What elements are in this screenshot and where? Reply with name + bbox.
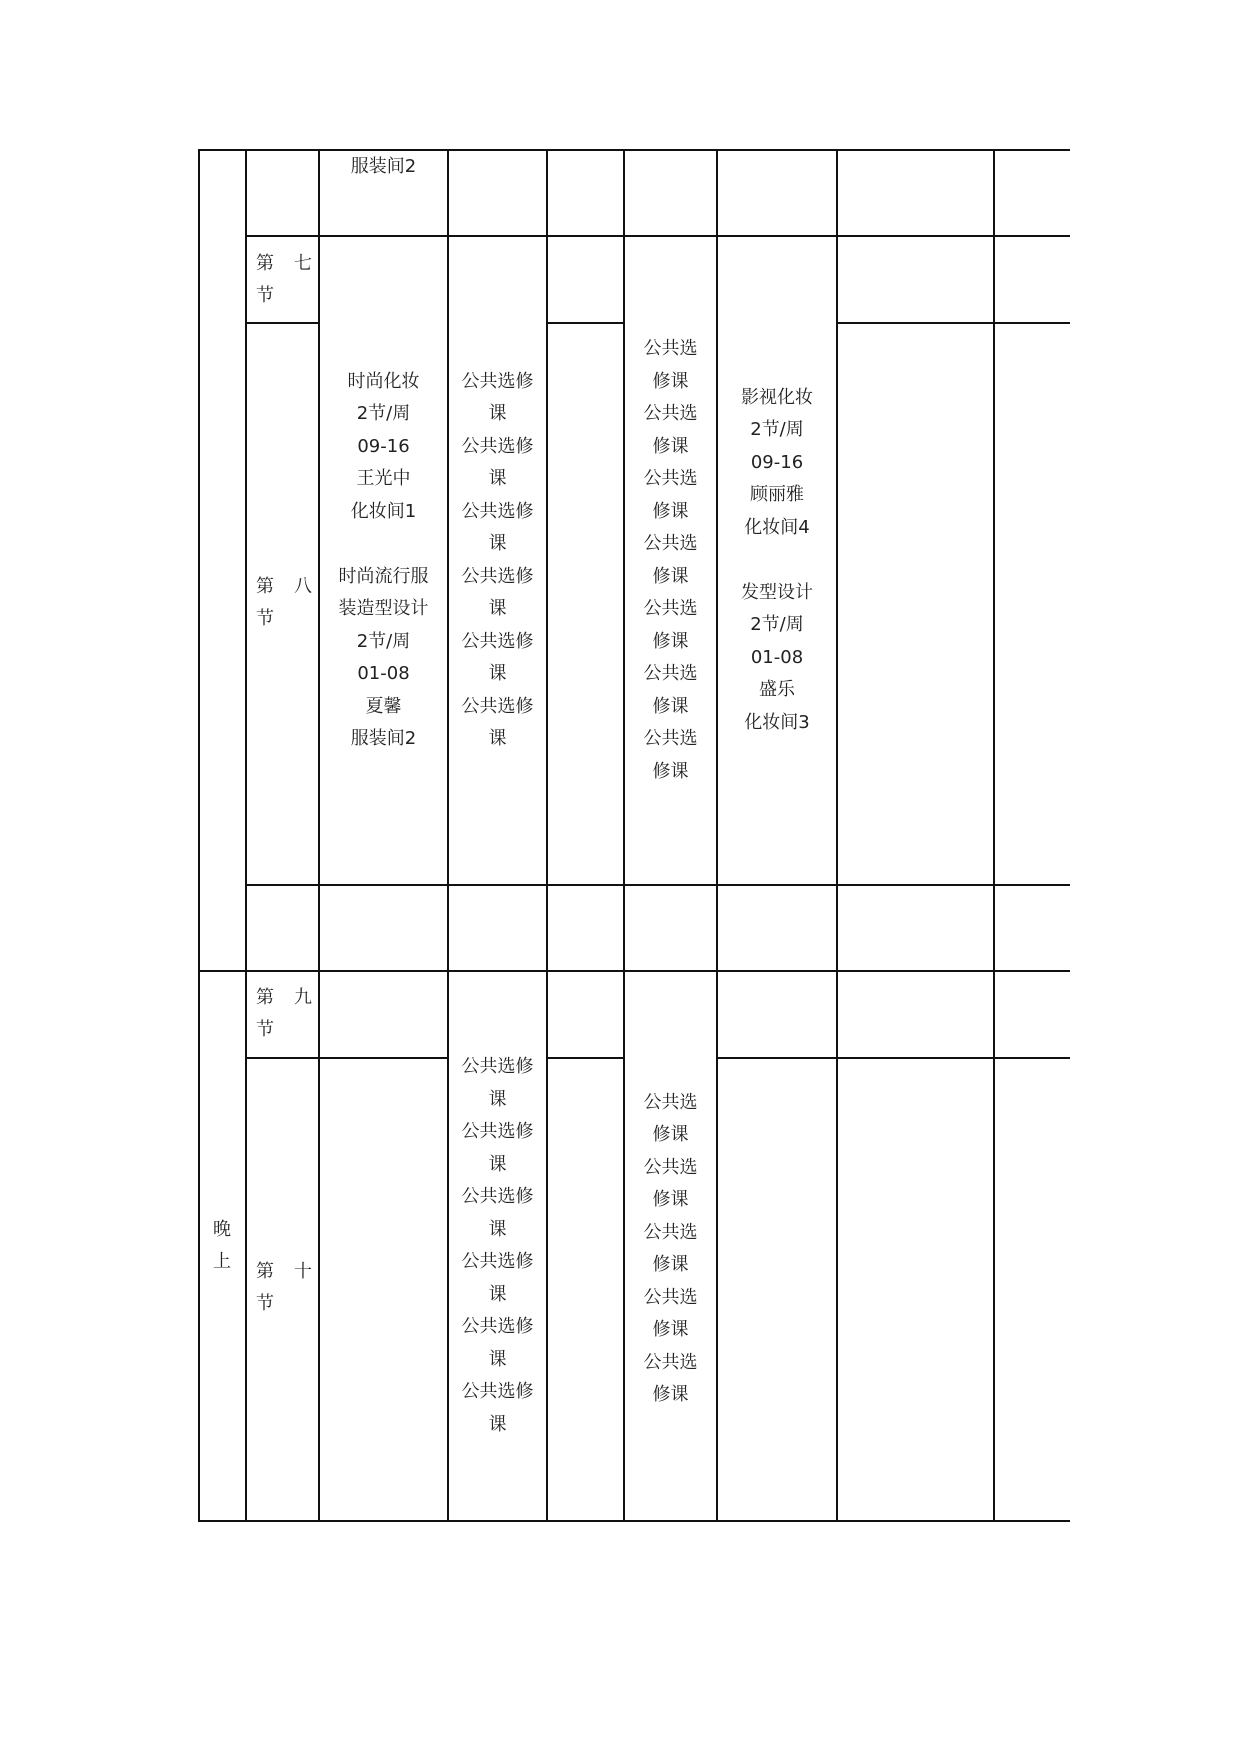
period-10 <box>256 1256 332 1320</box>
cell-text: 发型设计 <box>741 581 813 603</box>
grid-line <box>198 970 1070 972</box>
cell-text: 服装间2 <box>350 728 417 749</box>
period-label: 节 <box>256 1019 274 1040</box>
cell-text: 修课 <box>652 1254 689 1275</box>
cell-text: 影视化妆 <box>741 386 813 408</box>
cell-text: 修课 <box>652 1319 689 1340</box>
cell-text: 盛乐 <box>759 679 795 701</box>
cell-text: 公共选修 <box>461 500 534 522</box>
cell-text: 公共选 <box>643 403 698 424</box>
cell-text: 2节/周 <box>356 630 411 652</box>
cell-text: 课 <box>488 533 507 554</box>
cell-text: 修课 <box>652 435 689 457</box>
course-cell-fashion <box>320 237 447 884</box>
period-label: 节 <box>256 1293 274 1314</box>
cell-text: 课 <box>488 1413 507 1435</box>
cell-text: 时尚流行服 <box>338 565 429 587</box>
cell-text: 公共选 <box>643 728 698 749</box>
grid-line <box>245 149 247 1522</box>
cell-text: 公共选 <box>643 1221 698 1243</box>
side-label-evening <box>198 1214 246 1278</box>
cell-text: 课 <box>488 1088 507 1110</box>
cell-text: 公共选 <box>643 598 698 619</box>
cell-text: 课 <box>488 1218 507 1240</box>
cell-text: 课 <box>488 468 507 489</box>
period-9 <box>256 982 332 1046</box>
cell-text: 公共选 <box>643 663 698 684</box>
cell-text: 化妆间4 <box>744 516 810 538</box>
grid-line <box>546 149 548 1522</box>
elective-cell <box>625 1022 716 1476</box>
period-label: 第九 <box>256 987 332 1008</box>
cell-text: 修课 <box>652 500 689 522</box>
cell-text: 公共选 <box>643 1286 698 1308</box>
grid-line <box>198 149 200 1522</box>
cell-text: 课 <box>488 663 507 684</box>
cell-text: 公共选 <box>643 1351 698 1373</box>
cell-text: 王光中 <box>356 468 411 489</box>
cell-text: 公共选 <box>643 1156 698 1178</box>
cell-text: 修课 <box>652 1124 689 1145</box>
cell-text: 修课 <box>652 760 689 782</box>
cell-text: 公共选修 <box>461 1186 534 1207</box>
cell-text: 2节/周 <box>356 403 411 424</box>
grid-line <box>245 1057 447 1059</box>
period-label: 第七 <box>256 253 332 274</box>
period-label: 节 <box>256 608 274 629</box>
grid-line <box>836 322 1070 324</box>
cell-text: 课 <box>488 403 507 424</box>
cell-text: 修课 <box>652 695 689 717</box>
elective-cell <box>449 972 546 1520</box>
cell-text: 课 <box>488 1348 507 1370</box>
cell-text: 课 <box>488 728 507 749</box>
cell-text: 2节/周 <box>750 614 804 636</box>
period-label: 节 <box>256 285 274 306</box>
cell-text: 公共选修 <box>461 1381 534 1402</box>
grid-line <box>716 1057 1070 1059</box>
grid-line <box>993 149 995 1522</box>
cell-text: 公共选修 <box>461 630 534 652</box>
grid-line <box>546 322 623 324</box>
cell-text: 修课 <box>652 630 689 652</box>
grid-line <box>836 149 838 1522</box>
cell-text: 2节/周 <box>750 419 804 441</box>
cell-text: 时尚化妆 <box>347 370 420 392</box>
period-label: 第十 <box>256 1261 332 1282</box>
cell-text: 修课 <box>652 370 689 392</box>
cell-text: 修课 <box>652 565 689 587</box>
period-label: 第八 <box>256 576 332 597</box>
cell-text: 公共选修 <box>461 1251 534 1272</box>
cell-text: 装造型设计 <box>338 598 429 619</box>
cell-text: 夏馨 <box>365 695 402 717</box>
cell-text: 修课 <box>652 1189 689 1210</box>
grid-line <box>546 1057 623 1059</box>
cell-text: 公共选修 <box>461 435 534 457</box>
cell-text: 化妆间1 <box>350 500 417 522</box>
cell-text: 01-08 <box>357 663 410 684</box>
cell-text: 课 <box>488 1153 507 1175</box>
cell-text: 公共选修 <box>461 1316 534 1337</box>
cell-text: 09-16 <box>750 451 804 473</box>
cell-text: 公共选 <box>643 338 698 359</box>
course-cell-room <box>320 151 447 191</box>
grid-line <box>245 884 1070 886</box>
cell-text: 01-08 <box>750 646 804 668</box>
cell-text: 公共选修 <box>461 1056 534 1077</box>
course-cell-film-makeup <box>718 237 836 884</box>
cell-text: 公共选 <box>643 468 698 489</box>
grid-line <box>198 1520 1070 1522</box>
cell-text: 化妆间3 <box>744 711 810 733</box>
cell-text: 公共选修 <box>461 370 534 392</box>
cell-text: 公共选 <box>643 1091 698 1113</box>
side-label-char: 晚 <box>213 1219 231 1240</box>
cell-text: 09-16 <box>357 435 410 457</box>
cell-text: 公共选 <box>643 533 698 554</box>
cell-text: 修课 <box>652 1384 689 1405</box>
side-label-char: 上 <box>213 1251 231 1272</box>
cell-text: 课 <box>488 598 507 619</box>
cell-text: 公共选修 <box>461 1121 534 1142</box>
elective-cell <box>625 237 716 884</box>
cell-text: 顾丽雅 <box>750 484 804 506</box>
cell-text: 公共选修 <box>461 695 534 717</box>
cell-text: 课 <box>488 1283 507 1305</box>
elective-cell <box>449 237 546 884</box>
cell-text: 服装间2 <box>350 156 417 177</box>
grid-line <box>245 322 318 324</box>
cell-text: 公共选修 <box>461 565 534 587</box>
